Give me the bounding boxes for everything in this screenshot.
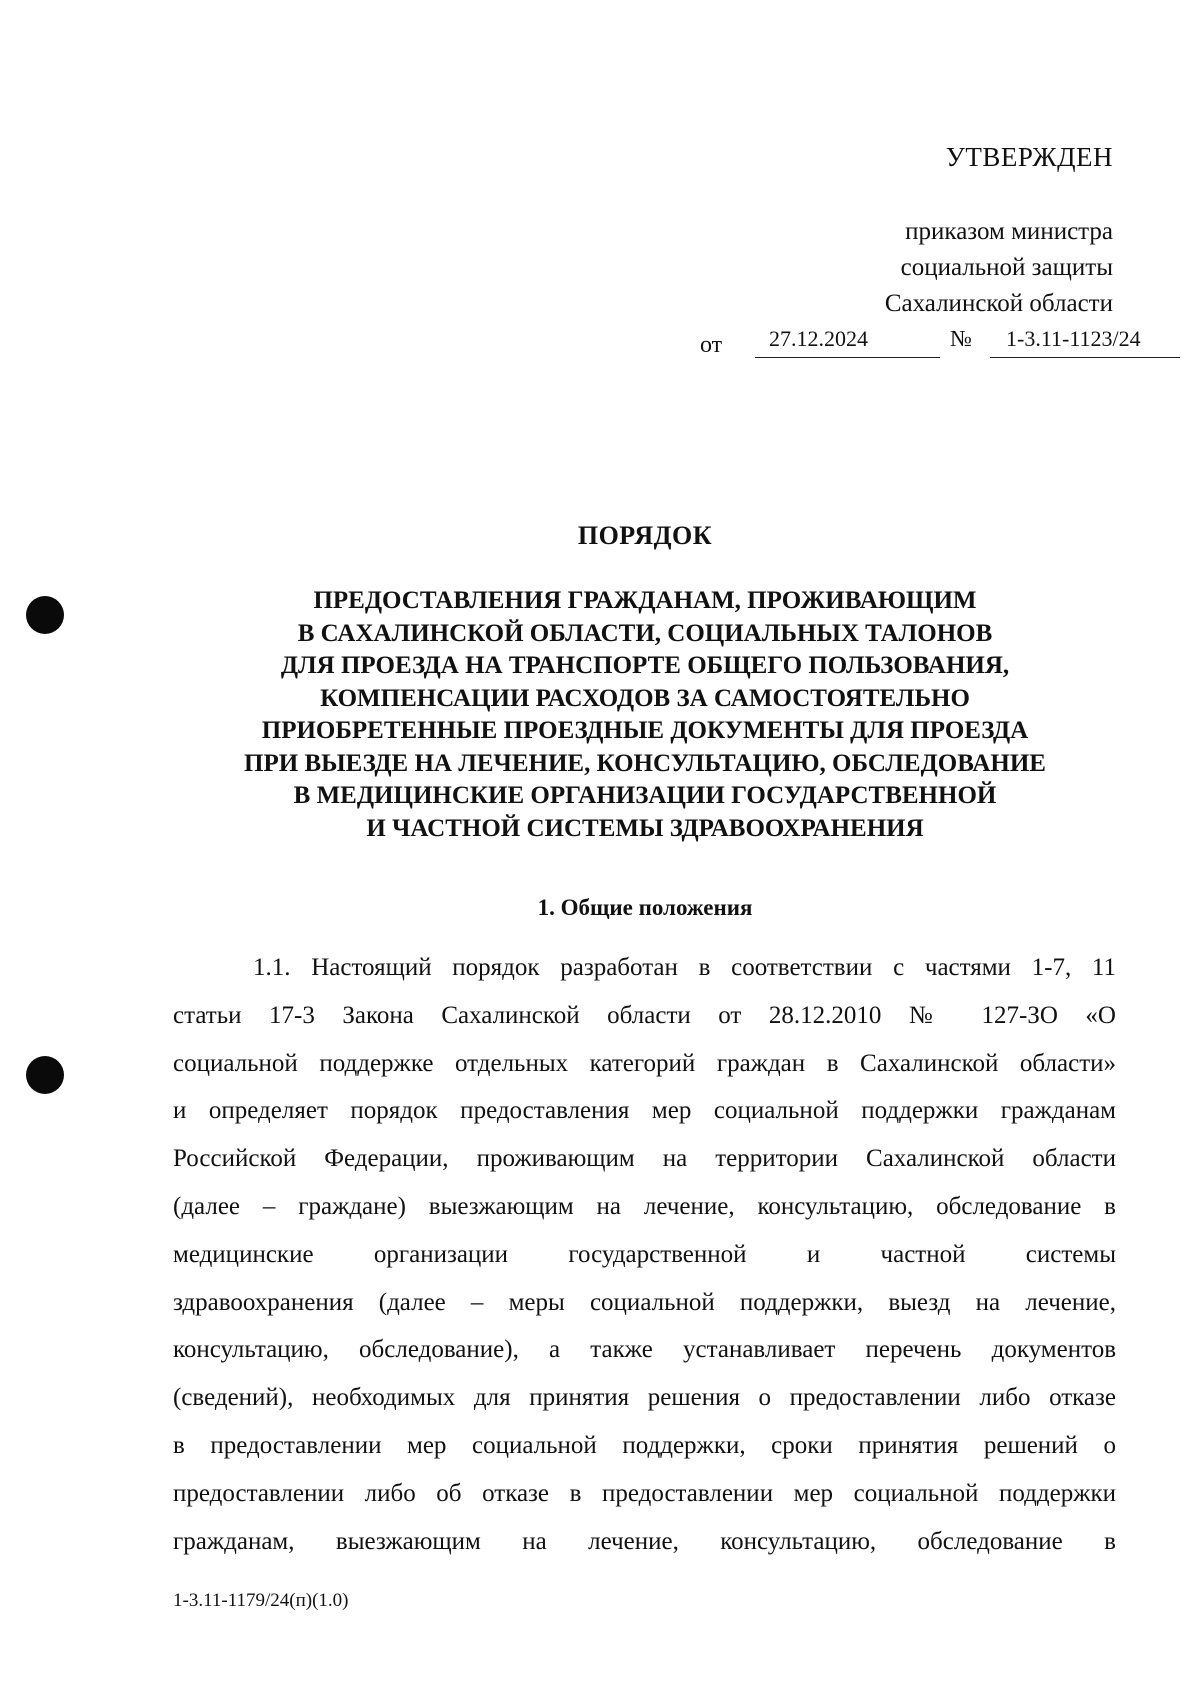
- binder-hole-top: [26, 596, 64, 634]
- footer-document-code: 1-3.11-1179/24(п)(1.0): [173, 1590, 349, 1611]
- binder-hole-bottom: [26, 1056, 64, 1094]
- body-line: гражданам, выезжающим на лечение, консультацию, обследование в: [173, 1527, 1116, 1555]
- approval-number: 1-3.11-1123/24: [990, 320, 1180, 358]
- approval-line: социальной защиты: [900, 254, 1113, 281]
- section-heading: 1. Общие положения: [537, 895, 753, 920]
- approval-date-number-row: [700, 320, 1180, 364]
- body-line: медицинские организации государственной и частной системы: [173, 1240, 1116, 1268]
- subtitle-line: В МЕДИЦИНСКИЕ ОРГАНИЗАЦИИ ГОСУДАРСТВЕННОЙ: [293, 782, 997, 809]
- body-line: предоставлении либо об отказе в предоставлении мер социальной поддержки: [173, 1479, 1116, 1507]
- subtitle-line: КОМПЕНСАЦИИ РАСХОДОВ ЗА САМОСТОЯТЕЛЬНО: [320, 684, 970, 712]
- subtitle-line: В САХАЛИНСКОЙ ОБЛАСТИ, СОЦИАЛЬНЫХ ТАЛОНОВ: [297, 619, 993, 647]
- body-line: социальной поддержке отдельных категорий граждан в Сахалинской области»: [173, 1049, 1116, 1077]
- approval-date: 27.12.2024: [755, 320, 940, 358]
- approval-title: УТВЕРЖДЕН: [945, 142, 1113, 172]
- body-line: в предоставлении мер социальной поддержки, сроки принятия решений о: [173, 1431, 1116, 1459]
- body-line: Российской Федерации, проживающим на территории Сахалинской области: [173, 1145, 1116, 1173]
- approval-line: приказом министра: [905, 218, 1113, 245]
- body-line: и определяет порядок предоставления мер социальной поддержки гражданам: [173, 1097, 1116, 1125]
- subtitle-line: ДЛЯ ПРОЕЗДА НА ТРАНСПОРТЕ ОБЩЕГО ПОЛЬЗОВАНИЯ,: [280, 652, 1010, 679]
- approval-line: Сахалинской области: [884, 290, 1113, 317]
- document-subtitle: [150, 585, 1140, 845]
- body-paragraph: [173, 944, 1116, 1565]
- approval-block: [885, 214, 1113, 322]
- body-line: (сведений), необходимых для принятия решения о предоставлении либо отказе: [173, 1384, 1116, 1412]
- body-line: (далее – граждане) выезжающим на лечение, консультацию, обследование в: [173, 1192, 1116, 1220]
- body-line: 1.1. Настоящий порядок разработан в соответствии с частями 1-7, 11: [253, 954, 1116, 981]
- body-line: здравоохранения (далее – меры социальной поддержки, выезд на лечение,: [173, 1288, 1116, 1316]
- subtitle-line: И ЧАСТНОЙ СИСТЕМЫ ЗДРАВООХРАНЕНИЯ: [366, 814, 924, 842]
- body-line: статьи 17-3 Закона Сахалинской области от 28.12.2010 № 127-ЗО «О: [173, 1001, 1116, 1029]
- number-sign: №: [950, 326, 972, 351]
- subtitle-line: ПРИОБРЕТЕННЫЕ ПРОЕЗДНЫЕ ДОКУМЕНТЫ ДЛЯ ПРОЕЗДА: [261, 717, 1029, 744]
- body-line: консультацию, обследование), а также устанавливает перечень документов: [173, 1336, 1116, 1364]
- date-prefix: от: [700, 332, 723, 358]
- subtitle-line: ПРИ ВЫЕЗДЕ НА ЛЕЧЕНИЕ, КОНСУЛЬТАЦИЮ, ОБСЛЕДОВАНИЕ: [244, 749, 1046, 777]
- document-title: ПОРЯДОК: [577, 521, 713, 550]
- subtitle-line: ПРЕДОСТАВЛЕНИЯ ГРАЖДАНАМ, ПРОЖИВАЮЩИМ: [313, 587, 977, 614]
